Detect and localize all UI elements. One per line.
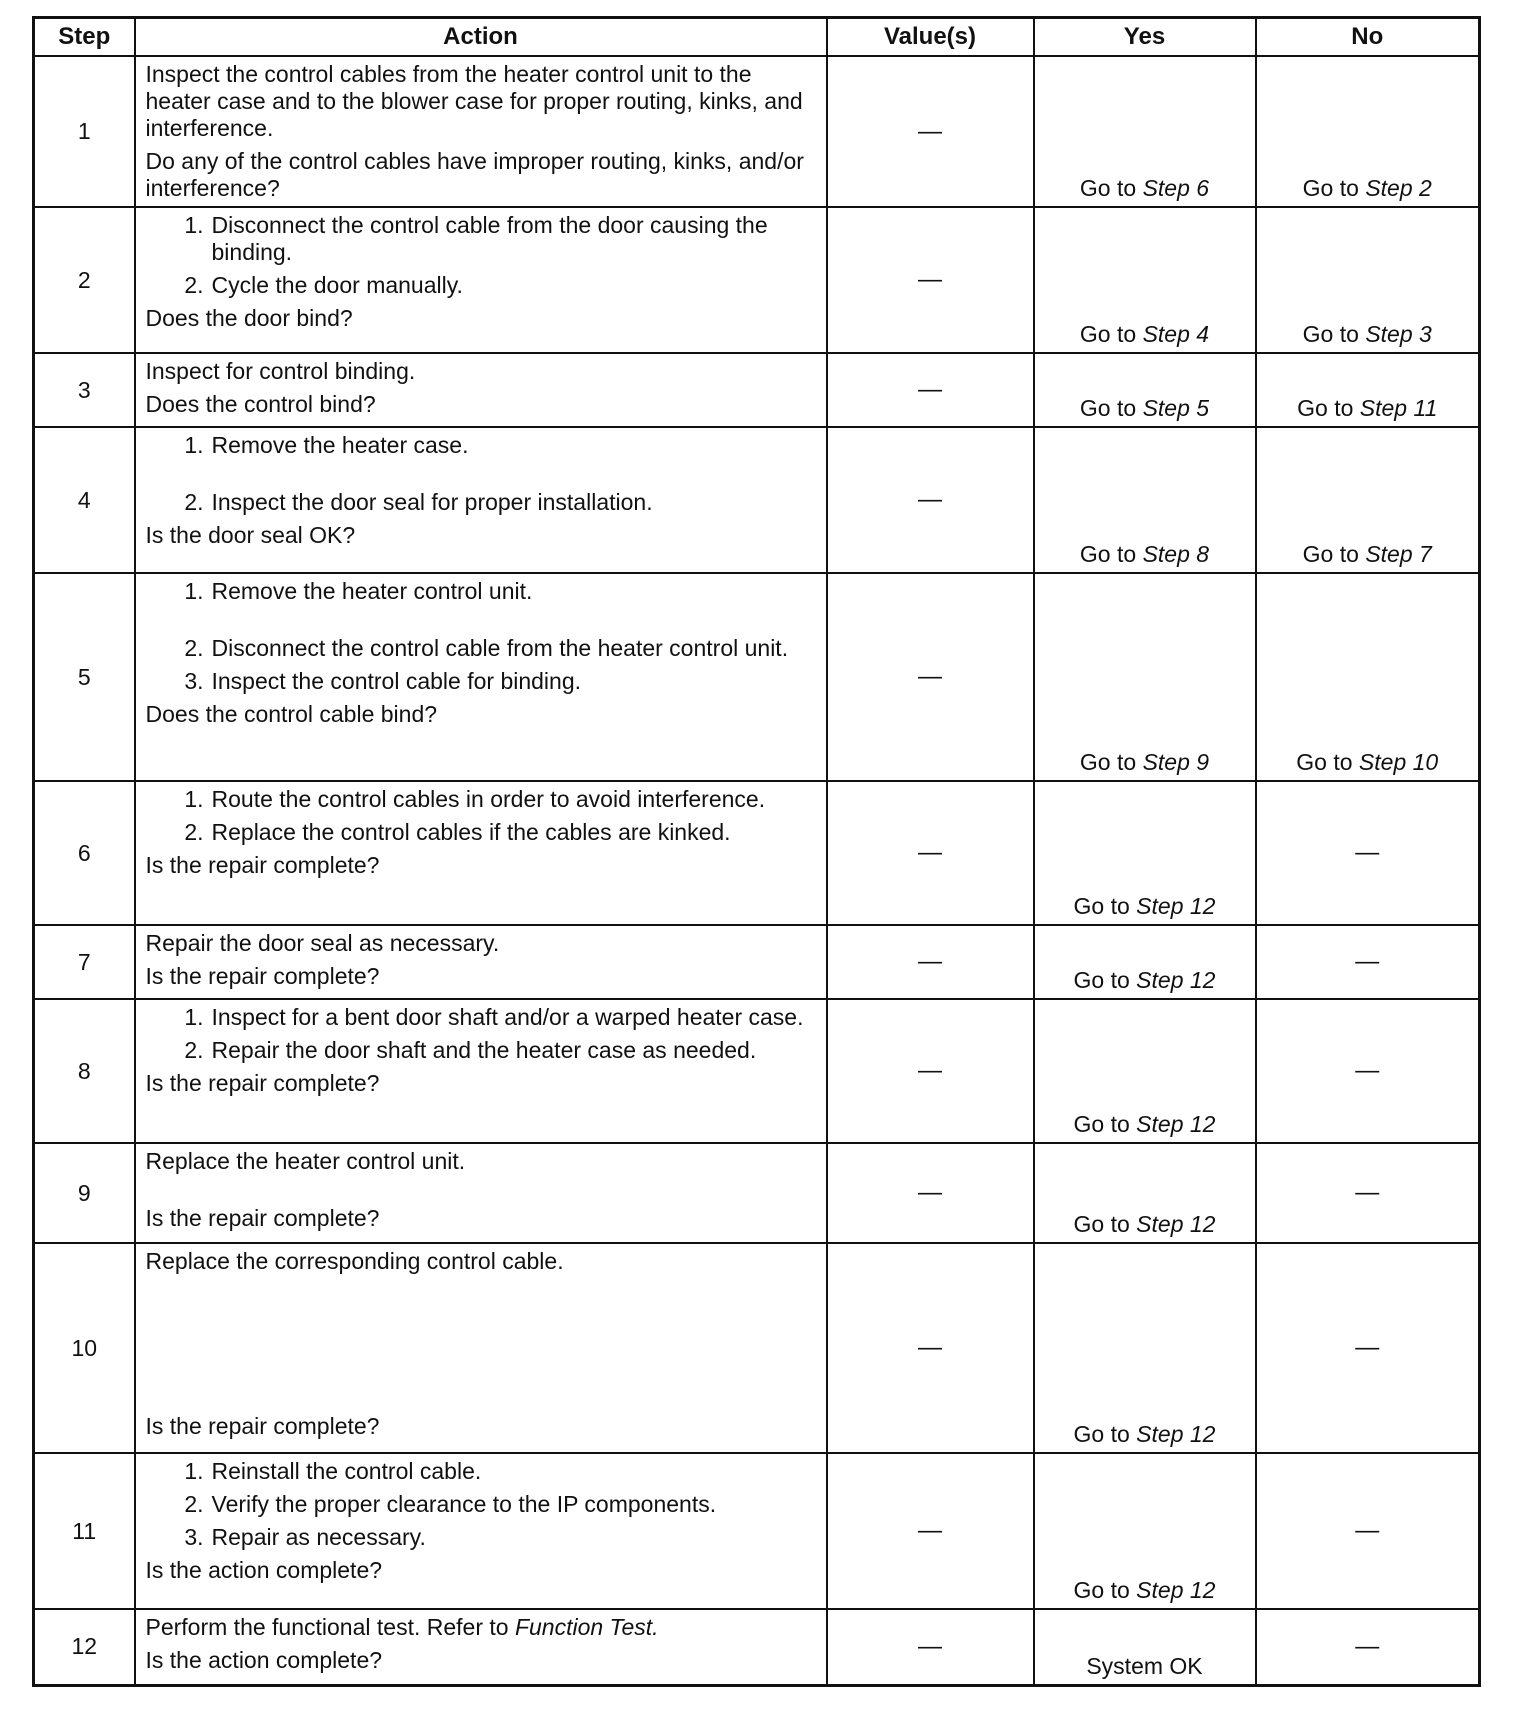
list-item — [146, 432, 818, 459]
item-number: 1. — [184, 786, 204, 812]
header-step: Step — [34, 18, 135, 57]
item-text: Cycle the door manually. — [211, 272, 463, 298]
action-list — [146, 212, 818, 299]
action-text: Inspect for control binding. — [145, 358, 416, 384]
no-cell — [1256, 427, 1480, 573]
item-number: 1. — [184, 212, 204, 238]
yes-cell — [1034, 1243, 1256, 1453]
no-cell: — — [1256, 1609, 1480, 1685]
no-cell: — — [1256, 925, 1480, 999]
item-text: Repair as necessary. — [211, 1524, 426, 1550]
no-cell: — — [1256, 999, 1480, 1143]
table-row — [34, 353, 1480, 427]
item-number: 2. — [184, 1491, 204, 1517]
yes-prefix: Go to — [1079, 541, 1143, 567]
action-list — [146, 578, 818, 695]
item-number: 1. — [184, 432, 204, 458]
value-cell: — — [827, 925, 1034, 999]
list-item — [146, 1524, 818, 1551]
action-question: Is the repair complete? — [145, 1205, 380, 1231]
step-number: 6 — [34, 781, 135, 925]
action-question: Is the repair complete? — [145, 963, 380, 989]
no-step-link[interactable]: Step 7 — [1365, 541, 1432, 567]
item-text: Disconnect the control cable from the heater control unit. — [211, 635, 789, 661]
action-cell — [135, 207, 827, 353]
step-number: 1 — [34, 56, 135, 207]
yes-step-link[interactable]: Step 12 — [1136, 967, 1216, 993]
list-item — [146, 578, 818, 605]
action-cell — [135, 573, 827, 781]
list-item — [146, 1004, 818, 1031]
table-row — [34, 207, 1480, 353]
no-cell: — — [1256, 1143, 1480, 1243]
yes-step-link[interactable]: Step 4 — [1142, 321, 1210, 347]
yes-cell — [1034, 1453, 1256, 1609]
step-number: 5 — [34, 573, 135, 781]
item-number: 2. — [184, 489, 204, 515]
table-row — [34, 781, 1480, 925]
header-no: No — [1256, 18, 1480, 57]
list-item — [146, 272, 818, 299]
no-cell — [1256, 207, 1480, 353]
action-list — [146, 432, 818, 516]
action-cell — [135, 56, 827, 207]
yes-cell — [1034, 353, 1256, 427]
yes-cell — [1034, 427, 1256, 573]
table-row — [34, 925, 1480, 999]
yes-step-link[interactable]: Step 12 — [1136, 1421, 1216, 1447]
item-text: Inspect the control cable for binding. — [211, 668, 582, 694]
action-question: Is the door seal OK? — [145, 522, 356, 548]
table-row — [34, 999, 1480, 1143]
action-question: Is the action complete? — [145, 1557, 383, 1583]
list-item — [146, 635, 818, 662]
no-prefix: Go to — [1297, 395, 1360, 421]
action-list — [146, 1004, 818, 1064]
action-question: Is the repair complete? — [145, 1070, 380, 1096]
action-cell — [135, 999, 827, 1143]
item-number: 3. — [184, 1524, 204, 1550]
list-item — [146, 668, 818, 695]
yes-step-link[interactable]: Step 6 — [1142, 175, 1210, 201]
value-cell: — — [827, 427, 1034, 573]
no-prefix: Go to — [1296, 749, 1359, 775]
list-item — [146, 1491, 818, 1518]
no-step-link[interactable]: Step 11 — [1359, 395, 1438, 421]
value-cell: — — [827, 56, 1034, 207]
item-text: Disconnect the control cable from the door causing the binding. — [211, 212, 768, 265]
yes-prefix: Go to — [1073, 1111, 1137, 1137]
yes-cell: System OK — [1034, 1609, 1256, 1685]
item-text: Remove the heater case. — [211, 432, 469, 458]
action-cell — [135, 1143, 827, 1243]
action-question: Does the control bind? — [145, 391, 376, 417]
no-prefix: Go to — [1302, 321, 1366, 347]
step-number: 4 — [34, 427, 135, 573]
header-yes: Yes — [1034, 18, 1256, 57]
yes-cell — [1034, 1143, 1256, 1243]
action-question: Is the repair complete? — [145, 852, 380, 878]
item-text: Route the control cables in order to avoid interference. — [211, 786, 766, 812]
no-cell: — — [1256, 1453, 1480, 1609]
no-step-link[interactable]: Step 10 — [1358, 749, 1439, 775]
header-values: Value(s) — [827, 18, 1034, 57]
step-number: 8 — [34, 999, 135, 1143]
yes-prefix: Go to — [1079, 749, 1143, 775]
item-text: Repair the door shaft and the heater case as needed. — [211, 1037, 757, 1063]
list-item — [146, 1458, 818, 1485]
yes-prefix: Go to — [1073, 1577, 1137, 1603]
no-prefix: Go to — [1302, 541, 1366, 567]
yes-prefix: Go to — [1073, 1421, 1137, 1447]
no-cell: — — [1256, 1243, 1480, 1453]
list-item — [146, 819, 818, 846]
action-list — [146, 1458, 818, 1551]
list-item — [146, 786, 818, 813]
diagnostic-table — [32, 16, 1481, 1687]
value-cell: — — [827, 353, 1034, 427]
item-number: 2. — [184, 272, 204, 298]
step-number: 10 — [34, 1243, 135, 1453]
yes-step-link[interactable]: Step 12 — [1136, 1211, 1216, 1237]
action-cell — [135, 1243, 827, 1453]
yes-prefix: Go to — [1073, 1211, 1137, 1237]
no-cell: — — [1256, 781, 1480, 925]
step-number: 11 — [34, 1453, 135, 1609]
no-step-link[interactable]: Step 3 — [1365, 321, 1432, 347]
no-cell — [1256, 573, 1480, 781]
action-cell — [135, 353, 827, 427]
value-cell: — — [827, 781, 1034, 925]
yes-prefix: Go to — [1079, 175, 1143, 201]
item-text: Inspect for a bent door shaft and/or a warped heater case. — [211, 1004, 804, 1030]
function-test-link[interactable]: Function Test. — [514, 1614, 659, 1640]
list-item — [146, 489, 818, 516]
table-row — [34, 573, 1480, 781]
item-number: 1. — [184, 578, 204, 604]
item-number: 1. — [184, 1004, 204, 1030]
item-number: 3. — [184, 668, 204, 694]
item-number: 2. — [184, 819, 204, 845]
yes-step-link[interactable]: Step 5 — [1142, 395, 1210, 421]
yes-cell — [1034, 56, 1256, 207]
step-number: 3 — [34, 353, 135, 427]
step-number: 2 — [34, 207, 135, 353]
table-row — [34, 56, 1480, 207]
value-cell: — — [827, 1453, 1034, 1609]
value-cell: — — [827, 1243, 1034, 1453]
yes-cell — [1034, 207, 1256, 353]
action-question: Does the door bind? — [145, 305, 353, 331]
step-number: 9 — [34, 1143, 135, 1243]
yes-cell — [1034, 999, 1256, 1143]
list-item — [146, 1037, 818, 1064]
item-number: 2. — [184, 1037, 204, 1063]
yes-step-link[interactable]: Step 8 — [1142, 541, 1210, 567]
action-cell — [135, 427, 827, 573]
item-number: 2. — [184, 635, 204, 661]
yes-step-link[interactable]: Step 9 — [1142, 749, 1210, 775]
yes-cell — [1034, 573, 1256, 781]
action-cell — [135, 925, 827, 999]
action-question: Does the control cable bind? — [145, 701, 438, 727]
action-text: Repair the door seal as necessary. — [145, 930, 500, 956]
yes-step-link[interactable]: Step 12 — [1136, 893, 1216, 919]
value-cell: — — [827, 573, 1034, 781]
yes-prefix: Go to — [1073, 893, 1137, 919]
action-cell — [135, 1609, 827, 1685]
value-cell: — — [827, 1143, 1034, 1243]
action-text: Replace the corresponding control cable. — [145, 1248, 564, 1274]
action-text-prefix: Perform the functional test. Refer to — [145, 1614, 515, 1640]
list-item — [146, 212, 818, 266]
action-question: Is the repair complete? — [145, 1413, 380, 1439]
action-text: Replace the heater control unit. — [145, 1148, 466, 1174]
value-cell: — — [827, 207, 1034, 353]
yes-step-link[interactable]: Step 12 — [1136, 1111, 1216, 1137]
action-text — [146, 1614, 818, 1641]
no-cell — [1256, 353, 1480, 427]
no-step-link[interactable]: Step 2 — [1365, 175, 1432, 201]
item-text: Reinstall the control cable. — [211, 1458, 482, 1484]
table-row — [34, 1609, 1480, 1685]
item-number: 1. — [184, 1458, 204, 1484]
table-row — [34, 1453, 1480, 1609]
yes-prefix: Go to — [1079, 321, 1143, 347]
action-question: Is the action complete? — [145, 1647, 383, 1673]
yes-prefix: Go to — [1073, 967, 1137, 993]
action-cell — [135, 781, 827, 925]
table-row — [34, 427, 1480, 573]
action-text: Inspect the control cables from the heater control unit to the heater case and to the blower case for proper routing, kinks, and interference. — [145, 61, 803, 141]
item-text: Inspect the door seal for proper installation. — [211, 489, 653, 515]
action-question: Do any of the control cables have improper routing, kinks, and/or interference? — [145, 148, 804, 201]
step-number: 7 — [34, 925, 135, 999]
step-number: 12 — [34, 1609, 135, 1685]
yes-prefix: Go to — [1079, 395, 1143, 421]
item-text: Verify the proper clearance to the IP components. — [211, 1491, 717, 1517]
action-list — [146, 786, 818, 846]
action-cell — [135, 1453, 827, 1609]
item-text: Remove the heater control unit. — [211, 578, 533, 604]
yes-cell — [1034, 781, 1256, 925]
yes-step-link[interactable]: Step 12 — [1136, 1577, 1216, 1603]
header-action: Action — [135, 18, 827, 57]
item-text: Replace the control cables if the cables are kinked. — [211, 819, 731, 845]
table-row — [34, 1243, 1480, 1453]
header-row — [34, 18, 1480, 57]
no-cell — [1256, 56, 1480, 207]
table-row — [34, 1143, 1480, 1243]
yes-cell — [1034, 925, 1256, 999]
no-prefix: Go to — [1302, 175, 1366, 201]
value-cell: — — [827, 999, 1034, 1143]
value-cell: — — [827, 1609, 1034, 1685]
